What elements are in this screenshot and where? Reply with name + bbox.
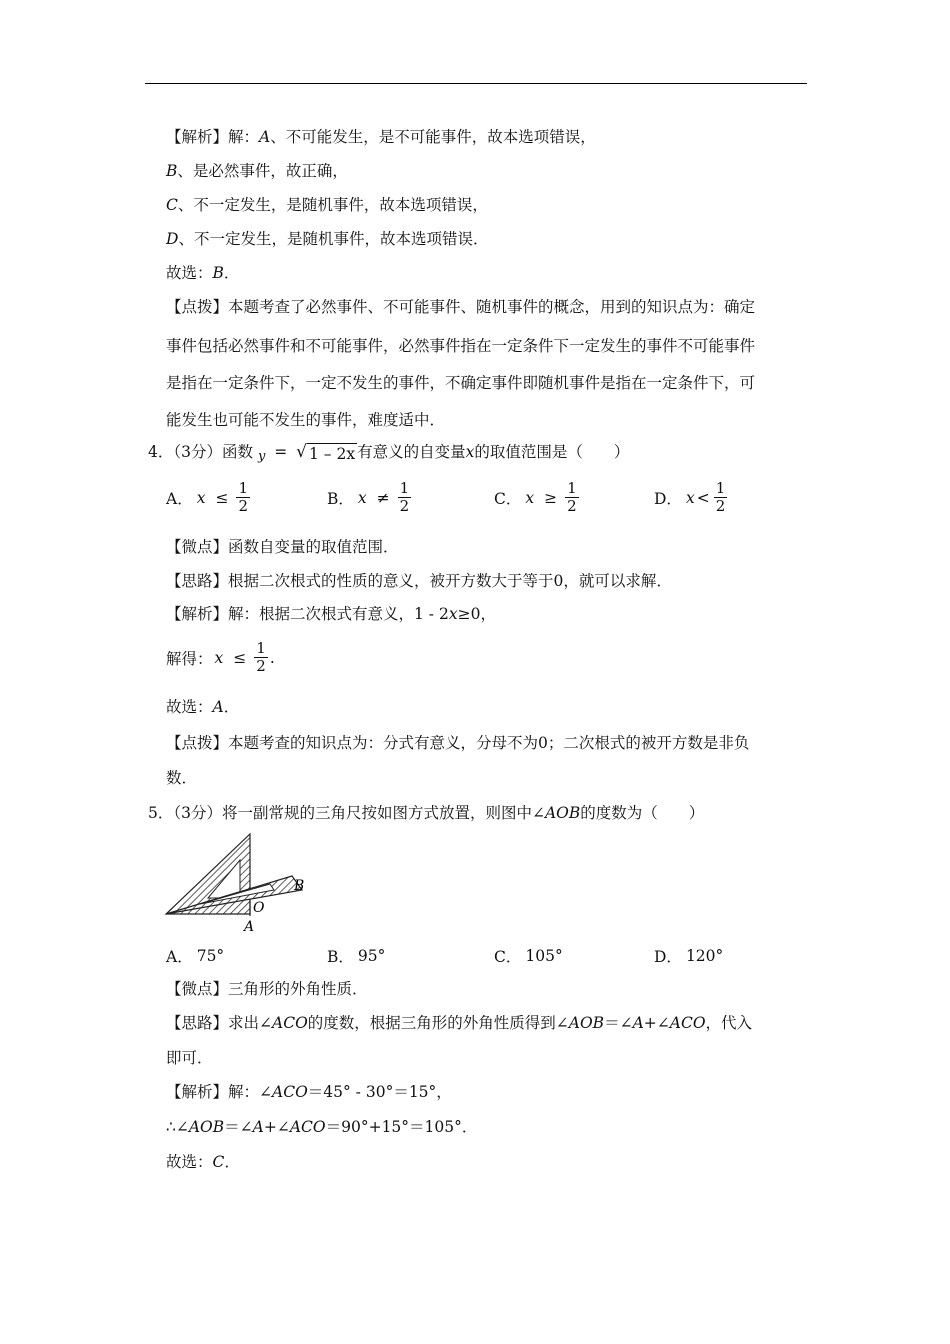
q5-option-c[interactable]	[494, 945, 563, 967]
q4-stem	[148, 442, 629, 464]
q5-stem	[148, 803, 704, 823]
q5-point	[166, 979, 368, 999]
analysis-text: 解：∠	[228, 1083, 273, 1101]
analysis-c-text: 、不一定发生，是随机事件，故本选项错误，	[177, 196, 488, 214]
idea-text: 的度数，根据三角形的外角性质得到∠	[307, 1014, 569, 1032]
tip-text: 数．	[166, 769, 198, 787]
idea-angle: AOB	[568, 1014, 605, 1032]
q3-line-c	[166, 195, 488, 215]
option-fraction	[714, 480, 728, 515]
q4-option-d[interactable]	[654, 480, 729, 515]
q3-tip-line2	[166, 336, 755, 356]
solve-fraction	[254, 640, 268, 675]
tip-tag: 【点拨】	[166, 734, 229, 752]
option-var: x	[196, 488, 206, 507]
option-label: A．	[166, 948, 193, 966]
q3-tip-line4	[166, 410, 445, 430]
idea-tag: 【思路】	[166, 1014, 229, 1032]
question-number: 4．	[148, 443, 174, 461]
point-text: 函数自变量的取值范围．	[228, 538, 399, 556]
fraction-den: 2	[238, 497, 248, 515]
label-b: B	[294, 878, 305, 894]
q5-idea-line2	[166, 1048, 213, 1068]
analysis-tag: 【解析】	[166, 605, 229, 623]
option-value: 95°	[357, 947, 386, 965]
option-label: A．	[166, 489, 193, 508]
label-a: A	[244, 919, 255, 935]
question-points: （3分）函数	[173, 443, 253, 461]
tip-text: 本题考查的知识点为：分式有意义，分母不为0；二次根式的被开方数是非负	[228, 734, 750, 752]
func-y: y	[257, 449, 266, 464]
question-number: 5．	[148, 804, 174, 822]
stem-end: 的度数为（ ）	[580, 804, 705, 822]
stem-text: （3分）将一副常规的三角尺按如图方式放置，则图中∠	[173, 804, 545, 822]
stem-angle: AOB	[544, 804, 581, 822]
idea-angle: A	[632, 1014, 644, 1032]
option-label: B．	[327, 489, 354, 508]
analysis-text: ≥0，	[457, 605, 496, 623]
q4-option-b[interactable]	[327, 480, 413, 515]
solve-var: x	[214, 648, 224, 667]
choose-suffix: ．	[224, 1153, 240, 1171]
q4-point	[166, 537, 399, 557]
stem-end: 的取值范围是（ ）	[474, 443, 630, 461]
idea-text: +∠	[643, 1014, 670, 1032]
fraction-den: 2	[715, 497, 726, 515]
option-label: D．	[654, 489, 682, 508]
q3-tip-line3	[166, 373, 755, 393]
q4-tip-line2	[166, 768, 197, 788]
choose-prefix: 故选：	[166, 264, 213, 282]
analysis-b-text: 、是必然事件，故正确，	[177, 162, 348, 180]
tip-text: 能发生也可能不发生的事件，难度适中．	[166, 411, 446, 429]
fraction-den: 2	[399, 497, 410, 515]
fraction-num: 1	[399, 479, 410, 497]
fraction-num: 1	[567, 479, 577, 497]
idea-tag: 【思路】	[166, 572, 229, 590]
radical-sign: √	[296, 442, 308, 462]
idea-angle: ACO	[669, 1014, 706, 1032]
q4-solve	[166, 640, 275, 675]
option-rel: ≤	[215, 488, 229, 507]
q5-idea-line1	[166, 1013, 752, 1033]
q4-analysis	[166, 604, 496, 624]
label-o: O	[253, 900, 265, 916]
option-label: D．	[654, 948, 682, 966]
choose-prefix: 故选：	[166, 1153, 213, 1171]
analysis-var: x	[448, 605, 458, 623]
q4-option-c[interactable]	[494, 480, 581, 515]
q5-option-b[interactable]	[327, 945, 385, 967]
option-label: C．	[494, 948, 522, 966]
sqrt-expression	[296, 443, 357, 464]
q4-idea	[166, 571, 672, 591]
idea-text: 根据二次根式的性质的意义，被开方数大于等于0，就可以求解．	[228, 572, 672, 590]
q3-line-d	[166, 229, 488, 249]
q5-option-d[interactable]	[654, 945, 723, 967]
tip-tag: 【点拨】	[166, 298, 229, 316]
choose-answer: B	[212, 264, 224, 282]
option-var: x	[525, 488, 535, 507]
idea-text: ，代入	[705, 1014, 753, 1032]
tip-text: 是指在一定条件下，一定不发生的事件，不确定事件即随机事件是指在一定条件下，可	[166, 374, 756, 392]
header-rule	[145, 83, 807, 84]
option-label-b: B	[166, 162, 178, 180]
solve-prefix: 解得：	[166, 649, 213, 668]
analysis-text: 解：	[228, 128, 260, 146]
point-text: 三角形的外角性质．	[228, 980, 368, 998]
triangle-rulers-figure	[160, 828, 320, 938]
option-var: x	[357, 488, 367, 507]
q4-choose	[166, 697, 239, 717]
fraction-den: 2	[567, 497, 577, 515]
option-label-a: A	[259, 128, 271, 146]
fraction-num: 1	[256, 639, 266, 657]
point-tag: 【微点】	[166, 538, 229, 556]
option-label: C．	[494, 489, 522, 508]
stem-text: 有意义的自变量	[357, 443, 466, 461]
q3-tip-line1	[166, 297, 755, 317]
option-label-c: C	[166, 196, 178, 214]
q5-analysis	[166, 1082, 452, 1102]
choose-answer: A	[212, 698, 224, 716]
therefore-angle: AOB	[188, 1118, 225, 1136]
option-label: B．	[327, 948, 354, 966]
analysis-tag: 【解析】	[166, 1083, 229, 1101]
analysis-text: ＝45° - 30°＝15°，	[307, 1083, 452, 1101]
idea-text: ＝∠	[604, 1014, 633, 1032]
q5-therefore	[166, 1117, 477, 1137]
option-label-d: D	[166, 230, 179, 248]
therefore-text: ∴∠	[166, 1118, 189, 1136]
choose-answer: C	[212, 1153, 225, 1171]
therefore-text: +∠	[263, 1118, 290, 1136]
therefore-text: ＝90°+15°＝105°．	[325, 1118, 478, 1136]
q5-choose	[166, 1152, 240, 1172]
therefore-angle: ACO	[289, 1118, 326, 1136]
analysis-tag: 【解析】	[166, 128, 229, 146]
q4-tip-line1	[166, 733, 749, 753]
radicand: 1 – 2x	[309, 445, 356, 463]
q3-choose	[166, 263, 239, 283]
q4-option-a[interactable]	[166, 480, 252, 515]
q3-analysis-line	[166, 127, 596, 147]
option-fraction	[565, 480, 579, 515]
fraction-den: 2	[256, 657, 266, 675]
tip-text: 本题考查了必然事件、不可能事件、随机事件的概念，用到的知识点为：确定	[228, 298, 756, 316]
fraction-num: 1	[715, 479, 726, 497]
func-eq: =	[274, 443, 288, 461]
option-value: 120°	[685, 947, 724, 965]
stem-var: x	[465, 443, 475, 461]
option-rel: ≥	[544, 488, 558, 507]
option-value: 75°	[196, 947, 225, 965]
option-value: 105°	[525, 947, 563, 965]
tip-text: 事件包括必然事件和不可能事件，必然事件指在一定条件下一定发生的事件不可能事件	[166, 337, 756, 355]
analysis-angle: ACO	[272, 1083, 308, 1101]
choose-suffix: ．	[223, 698, 240, 716]
therefore-angle: A	[252, 1118, 264, 1136]
analysis-a-text: 、不可能发生，是不可能事件，故本选项错误，	[270, 128, 596, 146]
idea-text: 求出∠	[228, 1014, 273, 1032]
analysis-text: 解：根据二次根式有意义，1 - 2	[228, 605, 449, 623]
option-fraction	[398, 480, 412, 515]
option-var: x	[685, 488, 695, 507]
idea-angle: ACO	[272, 1014, 308, 1032]
solve-end: .	[269, 648, 275, 667]
fraction-num: 1	[238, 479, 248, 497]
option-rel: <	[696, 488, 710, 507]
choose-suffix: ．	[223, 264, 240, 282]
solve-rel: ≤	[233, 648, 247, 667]
point-tag: 【微点】	[166, 980, 229, 998]
q3-line-b	[166, 161, 348, 181]
idea-text: 即可．	[166, 1049, 213, 1067]
choose-prefix: 故选：	[166, 698, 213, 716]
analysis-d-text: 、不一定发生，是随机事件，故本选项错误．	[178, 230, 489, 248]
q5-option-a[interactable]	[166, 945, 224, 967]
option-rel: ≠	[376, 488, 390, 507]
option-fraction	[236, 480, 250, 515]
therefore-text: ＝∠	[224, 1118, 253, 1136]
